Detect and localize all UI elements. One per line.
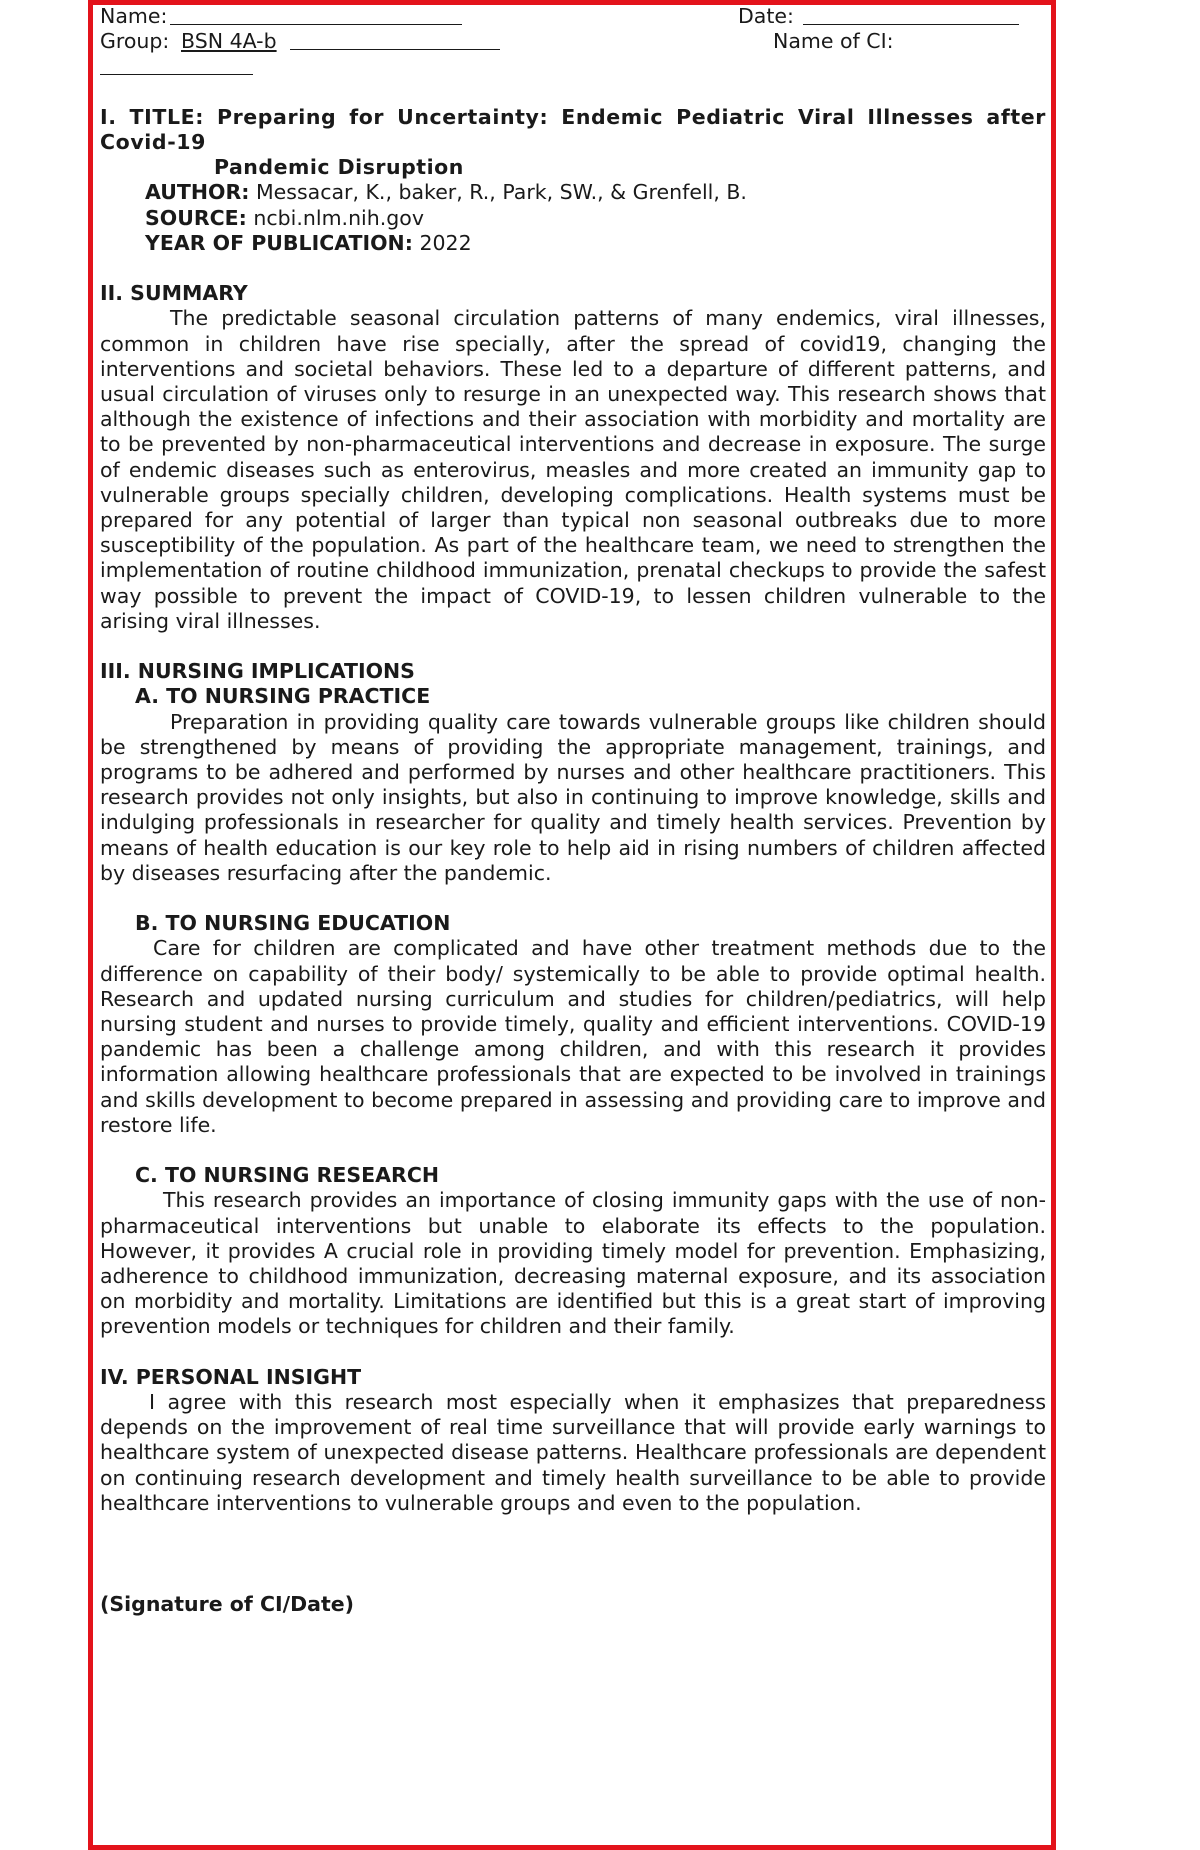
summary-text: The predictable seasonal circulation patterns of many endemics, viral illnesses, common in children have rise specially, after the spread of covid19, changing the interventions and societal behaviors. These led to a departure of different patterns, and usual circulation of viruses only to resurge in an unexpected way. This research shows that although the existence of infections and their association with morbidity and mortality are to be prevented by non-pharmaceutical interventions and decrease in exposure. The surge of endemic diseases such as enterovirus, measles and more created an immunity gap to vulnerable groups specially children, developing complications. Health systems must be prepared for any potential of larger than typical non seasonal outbreaks due to more susceptibility of the population. As part of the healthcare team, we need to strengthen the implementation of routine childhood immunization, prenatal checkups to provide the safest way possible to prevent the impact of COVID-19, to lessen children vulnerable to the arising viral illnesses.	[100, 306, 1046, 633]
author-value: Messacar, K., baker, R., Park, SW., & Grenfell, B.	[255, 180, 747, 205]
name-blank	[170, 4, 462, 25]
year-label: YEAR OF PUBLICATION:	[145, 230, 413, 255]
practice-heading: A. TO NURSING PRACTICE	[135, 684, 431, 709]
year-value: 2022	[419, 230, 472, 255]
source-label: SOURCE:	[145, 205, 247, 230]
group-value: BSN 4A-b	[181, 29, 277, 54]
group-ci-row	[100, 29, 1046, 54]
summary-heading: II. SUMMARY	[100, 281, 248, 306]
research-text: This research provides an importance of closing immunity gaps with the use of non-pharmaceutical interventions but unable to elaborate its effects to the population. However, it provides A crucial role in providing timely model for prevention. Emphasizing, adherence to childhood immunization, decreasing maternal exposure, and its association on morbidity and mortality. Limitations are identified but this is a great start of improving prevention models or techniques for children and their family.	[100, 1188, 1046, 1339]
implications-heading: III. NURSING IMPLICATIONS	[100, 659, 415, 684]
education-text: Care for children are complicated and have other treatment methods due to the difference on capability of their body/ systemically to be able to provide optimal health. Research and updated nursing curriculum and studies for children/pediatrics, will help nursing student and nurses to provide timely, quality and efficient interventions. COVID-19 pandemic has been a challenge among children, and with this research it provides information allowing healthcare professionals that are expected to be involved in trainings and skills development to become prepared in assessing and providing care to improve and restore life.	[100, 936, 1046, 1137]
author-label: AUTHOR:	[145, 180, 250, 205]
practice-text: Preparation in providing quality care towards vulnerable groups like children should be strengthened by means of providing the appropriate management, trainings, and programs to be adhered and performed by nurses and other healthcare practitioners. This research provides not only insights, but also in continuing to improve knowledge, skills and indulging professionals in researcher for quality and timely health services. Prevention by means of health education is our key role to help aid in rising numbers of children affected by diseases resurfacing after the pandemic.	[100, 709, 1046, 885]
ci-blank-row	[100, 54, 1046, 79]
source-value: ncbi.nlm.nih.gov	[253, 205, 424, 230]
date-label: Date:	[738, 4, 794, 28]
year-line	[100, 231, 1046, 256]
group-blank	[290, 29, 500, 50]
education-heading: B. TO NURSING EDUCATION	[135, 911, 451, 936]
article-title-continued: Pandemic Disruption	[214, 155, 464, 180]
source-line	[100, 206, 1046, 231]
research-heading: C. TO NURSING RESEARCH	[135, 1163, 440, 1188]
date-blank	[803, 4, 1019, 25]
author-line	[100, 180, 1046, 205]
name-label: Name:	[100, 4, 168, 28]
insight-text: I agree with this research most especially when it emphasizes that preparedness depends on the improvement of real time surveillance that will provide early warnings to healthcare system of unexpected disease patterns. Healthcare professionals are dependent on continuing research development and timely health surveillance to be able to provide healthcare interventions to vulnerable groups and even to the population.	[100, 1390, 1046, 1515]
signature-label: (Signature of CI/Date)	[100, 1591, 355, 1616]
document-body	[100, 4, 1046, 1617]
insight-heading: IV. PERSONAL INSIGHT	[100, 1364, 362, 1389]
ci-blank	[100, 54, 253, 75]
group-label: Group:	[100, 29, 170, 54]
ci-label: Name of CI:	[773, 29, 894, 54]
name-date-row	[100, 4, 1046, 29]
article-title: I. TITLE: Preparing for Uncertainty: Endemic Pediatric Viral Illnesses after Covid-19	[100, 104, 1046, 154]
